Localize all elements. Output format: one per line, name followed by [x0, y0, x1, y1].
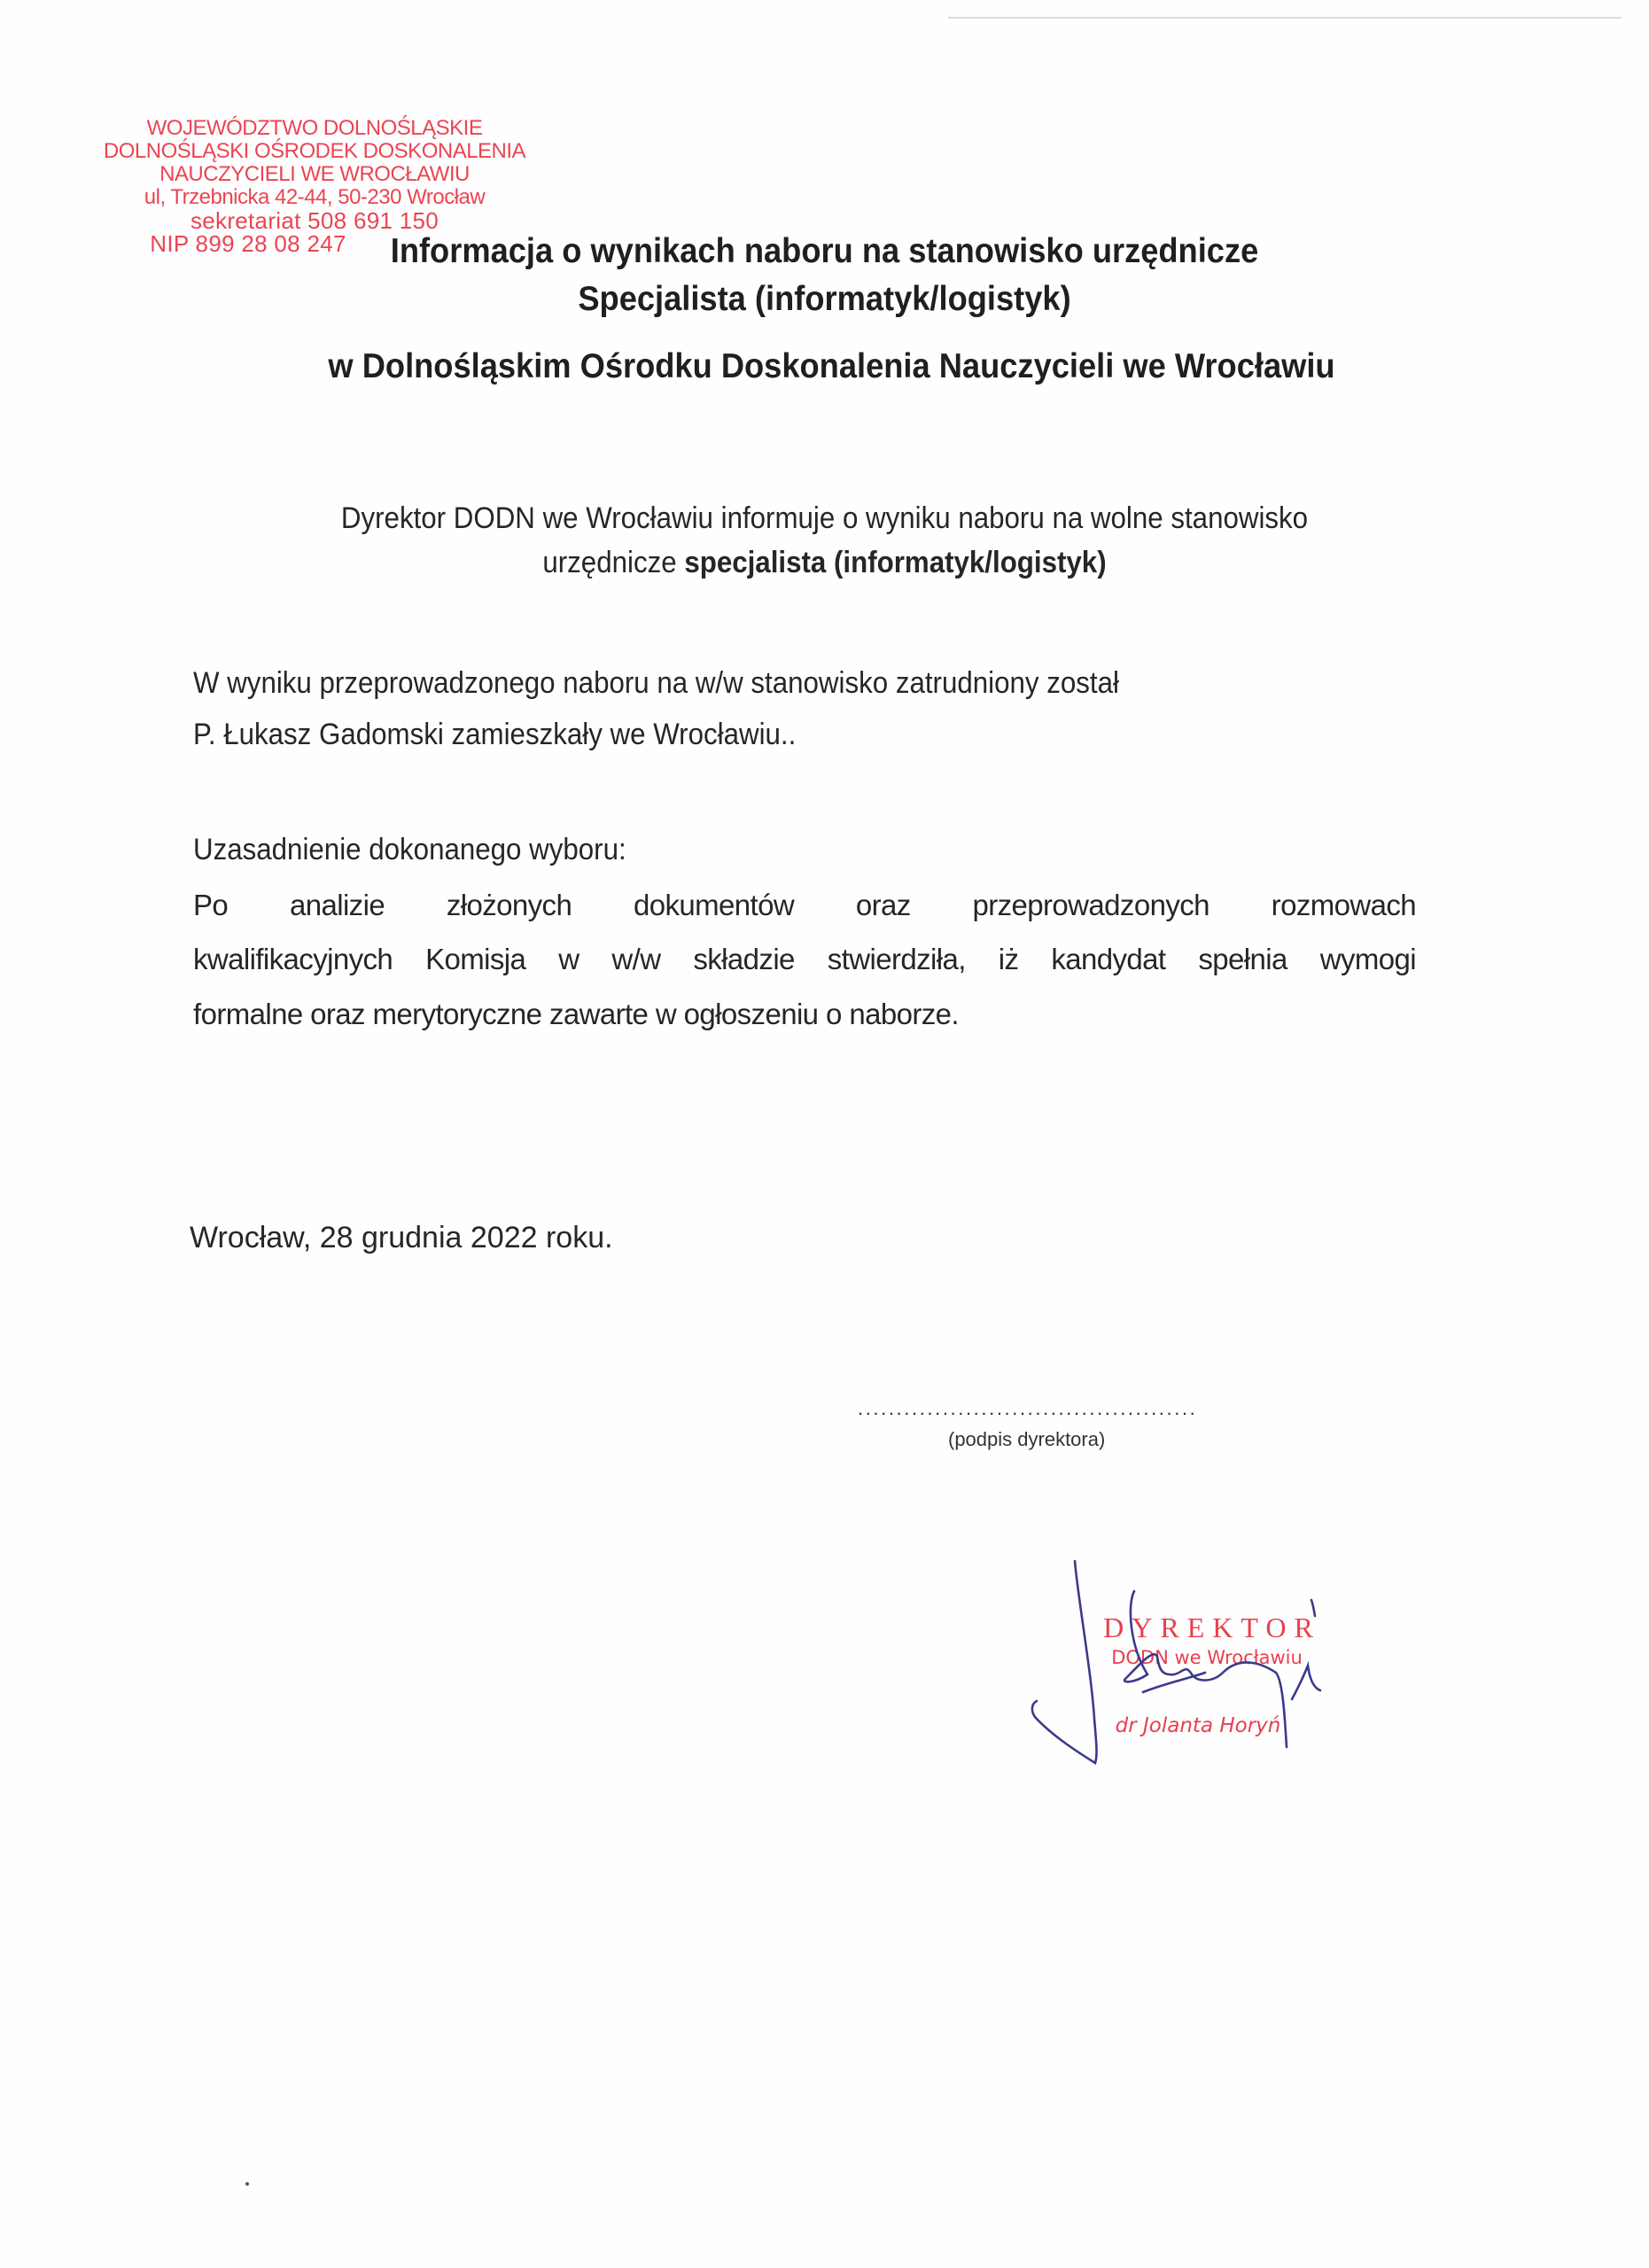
justification-heading: Uzasadnienie dokonanego wyboru: — [193, 833, 626, 866]
justification-line-1: Po analizie złożonych dokumentów oraz przeprowadzonych rozmowach — [193, 889, 1416, 921]
intro-line-2-prefix: urzędnicze — [542, 546, 685, 579]
director-stamp-name: dr Jolanta Horyń — [1115, 1714, 1281, 1737]
position-name: specjalista (informatyk/logistyk) — [684, 546, 1107, 579]
director-stamp-title: DYREKTOR — [1103, 1612, 1321, 1643]
scan-speck — [245, 2182, 249, 2186]
stamp-line-3: NAUCZYCIELI WE WROCŁAWIU — [159, 162, 470, 186]
result-line-2: P. Łukasz Gadomski zamieszkały we Wrocławiu.. — [193, 718, 797, 751]
title-line-1: Informacja o wynikach naboru na stanowisko urzędnicze — [390, 232, 1259, 270]
stamp-line-4: ul, Trzebnicka 42-44, 50-230 Wrocław — [144, 185, 486, 209]
date-line: Wrocław, 28 grudnia 2022 roku. — [190, 1221, 613, 1254]
stamp-line-2: DOLNOŚLĄSKI OŚRODEK DOSKONALENIA — [103, 139, 526, 163]
intro-line-1: Dyrektor DODN we Wrocławiu informuje o wyniku naboru na wolne stanowisko — [340, 501, 1309, 535]
stamp-line-5: sekretariat 508 691 150 — [190, 207, 439, 234]
title-line-2: Specjalista (informatyk/logistyk) — [578, 280, 1071, 318]
result-line-1: W wyniku przeprowadzonego naboru na w/w stanowisko zatrudniony został — [193, 666, 1119, 700]
director-stamp-institution: DODN we Wrocławiu — [1111, 1647, 1303, 1668]
signature-label: (podpis dyrektora) — [948, 1428, 1106, 1450]
intro-line-2 — [66, 546, 1583, 580]
justification-line-2: kwalifikacyjnych Komisja w w/w składzie stwierdziła, iż kandydat spełnia wymogi — [193, 943, 1416, 975]
justification-line-3: formalne oraz merytoryczne zawarte w ogłoszeniu o naborze. — [193, 998, 959, 1030]
director-stamp-signature — [1010, 1542, 1382, 1790]
title-line-3: w Dolnośląskim Ośrodku Doskonalenia Nauczycieli we Wrocławiu — [328, 347, 1335, 385]
scan-edge-line — [948, 17, 1622, 19]
stamp-line-6: NIP 899 28 08 247 — [150, 230, 346, 257]
stamp-line-1: WOJEWÓDZTWO DOLNOŚLĄSKIE — [146, 116, 483, 140]
signature-dotted-line: ............................................ — [858, 1397, 1198, 1419]
